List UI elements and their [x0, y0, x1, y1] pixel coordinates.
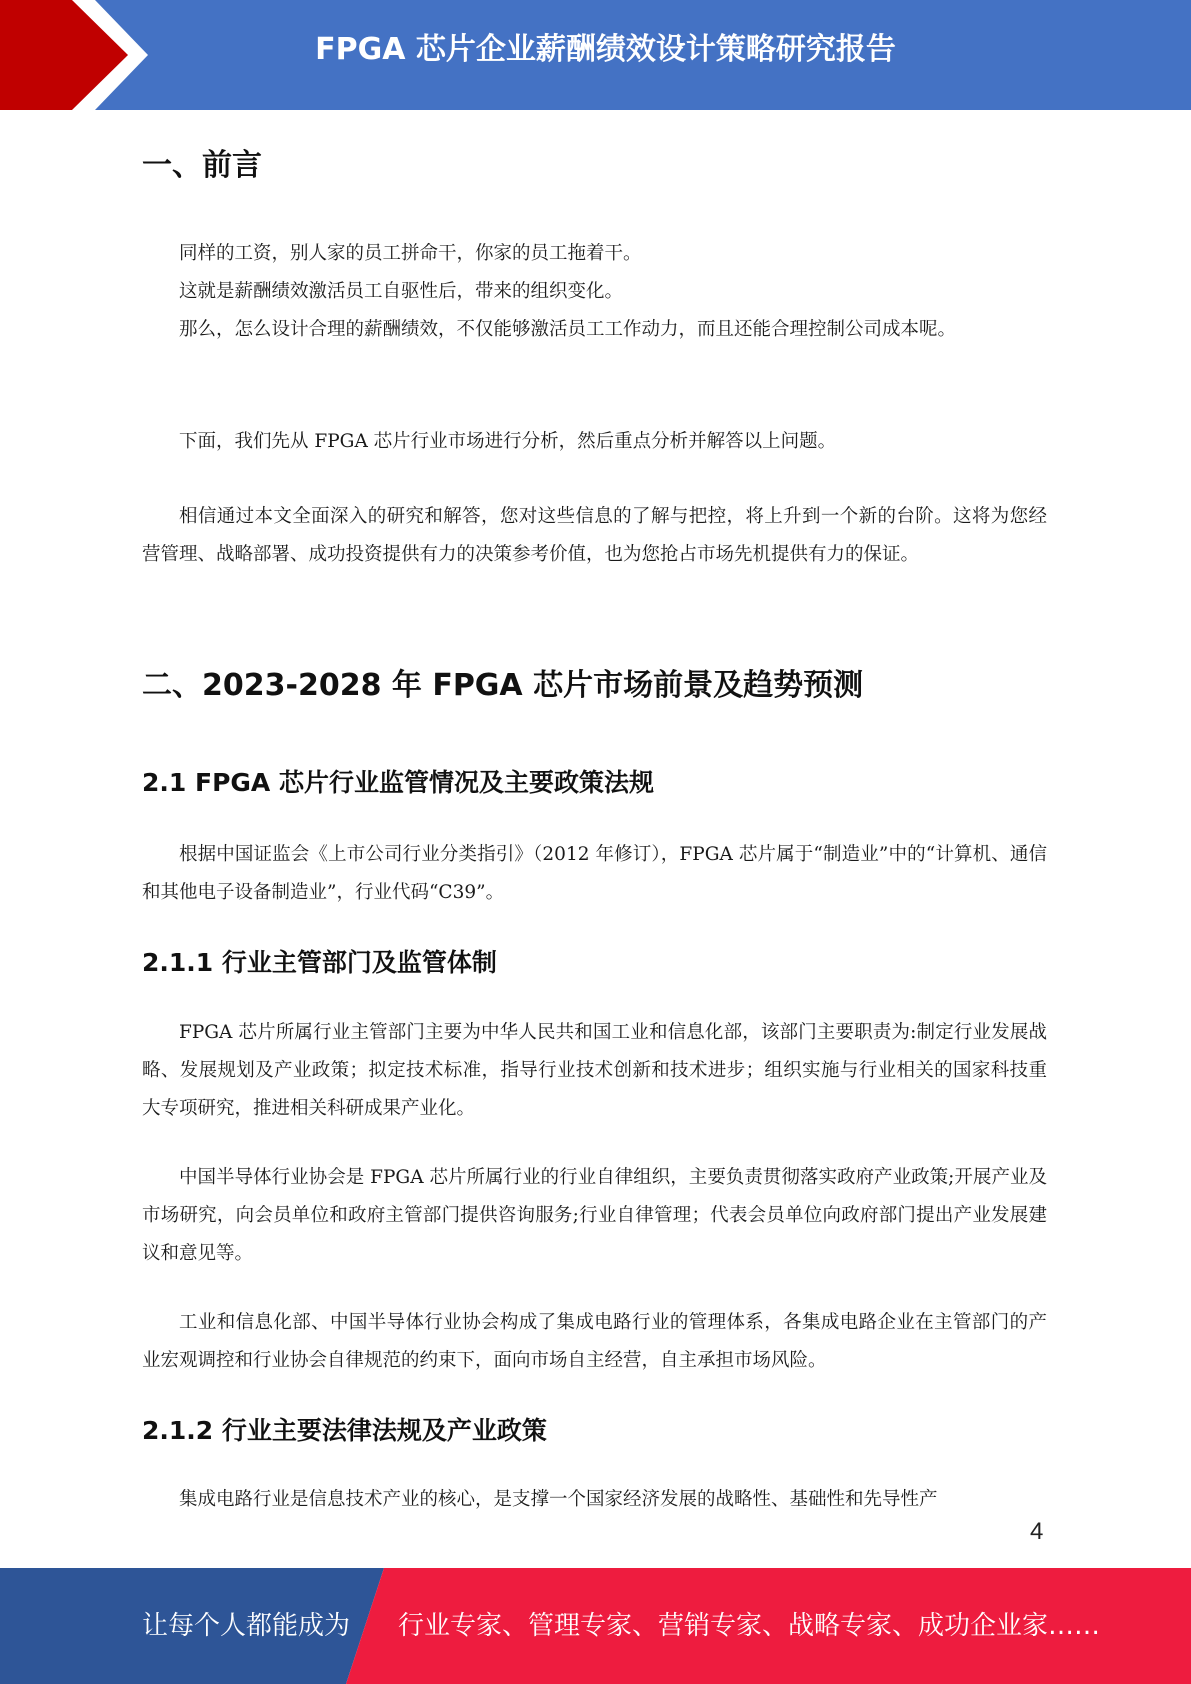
paragraph: 这就是薪酬绩效激活员工自驱性后，带来的组织变化。: [179, 281, 624, 302]
paragraph: 下面，我们先从 FPGA 芯片行业市场进行分析，然后重点分析并解答以上问题。: [179, 431, 837, 452]
subsection-heading-regulation: 2.1 FPGA 芯片行业监管情况及主要政策法规: [142, 768, 654, 797]
footer-slogan-left: 让每个人都能成为: [142, 1611, 351, 1641]
paragraph: 同样的工资，别人家的员工拼命干，你家的员工拖着干。: [179, 243, 642, 264]
subsection-heading-laws-policies: 2.1.2 行业主要法律法规及产业政策: [142, 1416, 547, 1445]
paragraph: FPGA 芯片所属行业主管部门主要为中华人民共和国工业和信息化部，该部门主要职责为:制定行业发展战略、发展规划及产业政策；拟定技术标准，指导行业技术创新和技术进步；组织实施与行业相关的国家科技重大专项研究，推进相关科研成果产业化。: [142, 1022, 1047, 1119]
paragraph: 那么，怎么设计合理的薪酬绩效，不仅能够激活员工工作动力，而且还能合理控制公司成本呢。: [179, 319, 957, 340]
page-footer: [0, 1568, 1191, 1684]
section-heading-market-forecast: 二、2023-2028 年 FPGA 芯片市场前景及趋势预测: [142, 668, 864, 703]
page-number: 4: [1030, 1518, 1044, 1545]
page-header: [0, 0, 1191, 110]
section-heading-preface: 一、前言: [142, 148, 262, 183]
paragraph: 根据中国证监会《上市公司行业分类指引》（2012 年修订），FPGA 芯片属于“制造业”中的“计算机、通信和其他电子设备制造业”，行业代码“C39”。: [142, 844, 1047, 903]
document-title: FPGA 芯片企业薪酬绩效设计策略研究报告: [315, 32, 896, 67]
paragraph: 相信通过本文全面深入的研究和解答，您对这些信息的了解与把控，将上升到一个新的台阶。这将为您经营管理、战略部署、成功投资提供有力的决策参考价值，也为您抢占市场先机提供有力的保证。: [142, 506, 1047, 565]
footer-slogan-right: 行业专家、管理专家、营销专家、战略专家、成功企业家……: [398, 1611, 1101, 1641]
subsection-heading-authorities: 2.1.1 行业主管部门及监管体制: [142, 948, 497, 977]
paragraph: 集成电路行业是信息技术产业的核心，是支撑一个国家经济发展的战略性、基础性和先导性产: [179, 1489, 938, 1510]
paragraph: 中国半导体行业协会是 FPGA 芯片所属行业的行业自律组织，主要负责贯彻落实政府产业政策;开展产业及市场研究，向会员单位和政府主管部门提供咨询服务;行业自律管理；代表会员单位向政府部门提出产业发展建议和意见等。: [142, 1167, 1047, 1264]
paragraph: 工业和信息化部、中国半导体行业协会构成了集成电路行业的管理体系，各集成电路企业在主管部门的产业宏观调控和行业协会自律规范的约束下，面向市场自主经营，自主承担市场风险。: [142, 1312, 1047, 1371]
